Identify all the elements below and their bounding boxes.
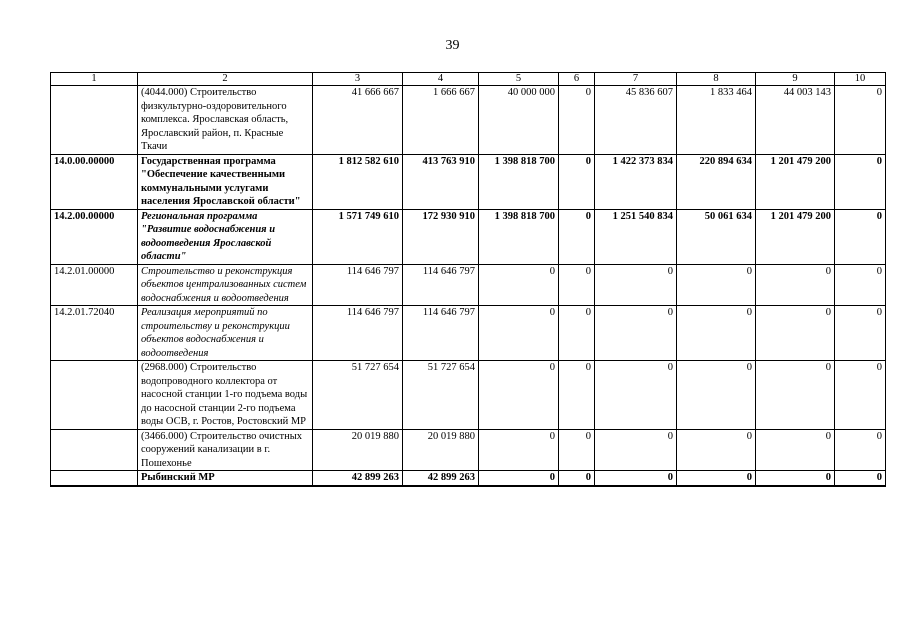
row-value: 0	[595, 264, 677, 306]
row-value: 0	[677, 264, 756, 306]
row-name: Рыбинский МР	[138, 471, 313, 486]
row-value: 20 019 880	[313, 429, 403, 471]
row-value: 0	[677, 361, 756, 430]
row-value: 0	[756, 264, 835, 306]
table-row	[51, 361, 886, 430]
column-header: 1	[51, 73, 138, 86]
row-code	[51, 471, 138, 486]
table-row	[51, 264, 886, 306]
row-value: 51 727 654	[313, 361, 403, 430]
row-value: 0	[479, 429, 559, 471]
row-value: 0	[559, 306, 595, 361]
row-value: 20 019 880	[403, 429, 479, 471]
row-value: 1 666 667	[403, 86, 479, 155]
row-code: 14.2.00.00000	[51, 209, 138, 264]
column-header: 7	[595, 73, 677, 86]
row-code: 14.2.01.00000	[51, 264, 138, 306]
row-value: 0	[559, 264, 595, 306]
row-value: 0	[559, 86, 595, 155]
row-value: 0	[835, 209, 886, 264]
row-value: 0	[756, 471, 835, 486]
row-value: 1 398 818 700	[479, 154, 559, 209]
table-row	[51, 86, 886, 155]
budget-table	[50, 72, 886, 487]
row-value: 44 003 143	[756, 86, 835, 155]
row-value: 51 727 654	[403, 361, 479, 430]
row-code: 14.0.00.00000	[51, 154, 138, 209]
row-value: 0	[835, 471, 886, 486]
row-value: 0	[559, 154, 595, 209]
row-value: 172 930 910	[403, 209, 479, 264]
row-value: 1 833 464	[677, 86, 756, 155]
row-value: 0	[835, 264, 886, 306]
row-value: 0	[677, 471, 756, 486]
row-value: 0	[595, 429, 677, 471]
row-value: 0	[479, 306, 559, 361]
table-row	[51, 429, 886, 471]
row-value: 41 666 667	[313, 86, 403, 155]
table-row	[51, 154, 886, 209]
row-value: 50 061 634	[677, 209, 756, 264]
column-header: 8	[677, 73, 756, 86]
row-value: 114 646 797	[403, 264, 479, 306]
row-value: 0	[595, 306, 677, 361]
row-name: Региональная программа "Развитие водоснабжения и водоотведения Ярославской области"	[138, 209, 313, 264]
row-value: 1 201 479 200	[756, 209, 835, 264]
column-header: 9	[756, 73, 835, 86]
row-value: 413 763 910	[403, 154, 479, 209]
table-row	[51, 306, 886, 361]
row-value: 114 646 797	[313, 306, 403, 361]
row-name: Строительство и реконструкция объектов централизованных систем водоснабжения и водоотведения	[138, 264, 313, 306]
column-header: 6	[559, 73, 595, 86]
row-value: 1 812 582 610	[313, 154, 403, 209]
row-value: 0	[559, 429, 595, 471]
header-row	[51, 73, 886, 86]
row-name: Реализация мероприятий по строительству и реконструкции объектов водоснабжения и водоотведения	[138, 306, 313, 361]
column-header: 4	[403, 73, 479, 86]
row-value: 0	[835, 86, 886, 155]
row-name: (4044.000) Строительство физкультурно-оздоровительного комплекса. Ярославская область, Ярославский район, п. Красные Ткачи	[138, 86, 313, 155]
row-value: 0	[835, 154, 886, 209]
row-value: 114 646 797	[313, 264, 403, 306]
row-value: 0	[559, 361, 595, 430]
row-value: 0	[479, 471, 559, 486]
row-value: 0	[677, 306, 756, 361]
row-name: (2968.000) Строительство водопроводного коллектора от насосной станции 1-го подъема воды до насосной станции 2-го подъема воды ОСВ, г. Ростов, Ростовский МР	[138, 361, 313, 430]
row-code	[51, 429, 138, 471]
row-value: 42 899 263	[313, 471, 403, 486]
row-value: 1 422 373 834	[595, 154, 677, 209]
row-value: 0	[756, 429, 835, 471]
row-value: 1 251 540 834	[595, 209, 677, 264]
table-row	[51, 209, 886, 264]
row-value: 0	[559, 209, 595, 264]
row-code	[51, 86, 138, 155]
row-value: 45 836 607	[595, 86, 677, 155]
row-name: Государственная программа "Обеспечение качественными коммунальными услугами населения Ярославской области"	[138, 154, 313, 209]
row-value: 40 000 000	[479, 86, 559, 155]
row-value: 220 894 634	[677, 154, 756, 209]
row-value: 0	[835, 361, 886, 430]
row-value: 0	[479, 361, 559, 430]
row-code: 14.2.01.72040	[51, 306, 138, 361]
row-code	[51, 361, 138, 430]
row-value: 0	[479, 264, 559, 306]
row-value: 0	[756, 361, 835, 430]
row-value: 0	[595, 471, 677, 486]
table-row	[51, 471, 886, 486]
column-header: 2	[138, 73, 313, 86]
row-value: 1 571 749 610	[313, 209, 403, 264]
page-number: 39	[445, 38, 460, 53]
column-header: 3	[313, 73, 403, 86]
row-name: (3466.000) Строительство очистных сооружений канализации в г. Пошехонье	[138, 429, 313, 471]
row-value: 1 201 479 200	[756, 154, 835, 209]
column-header: 5	[479, 73, 559, 86]
column-header: 10	[835, 73, 886, 86]
row-value: 0	[595, 361, 677, 430]
row-value: 0	[677, 429, 756, 471]
row-value: 42 899 263	[403, 471, 479, 486]
row-value: 0	[756, 306, 835, 361]
row-value: 114 646 797	[403, 306, 479, 361]
row-value: 0	[559, 471, 595, 486]
row-value: 0	[835, 306, 886, 361]
row-value: 0	[835, 429, 886, 471]
row-value: 1 398 818 700	[479, 209, 559, 264]
